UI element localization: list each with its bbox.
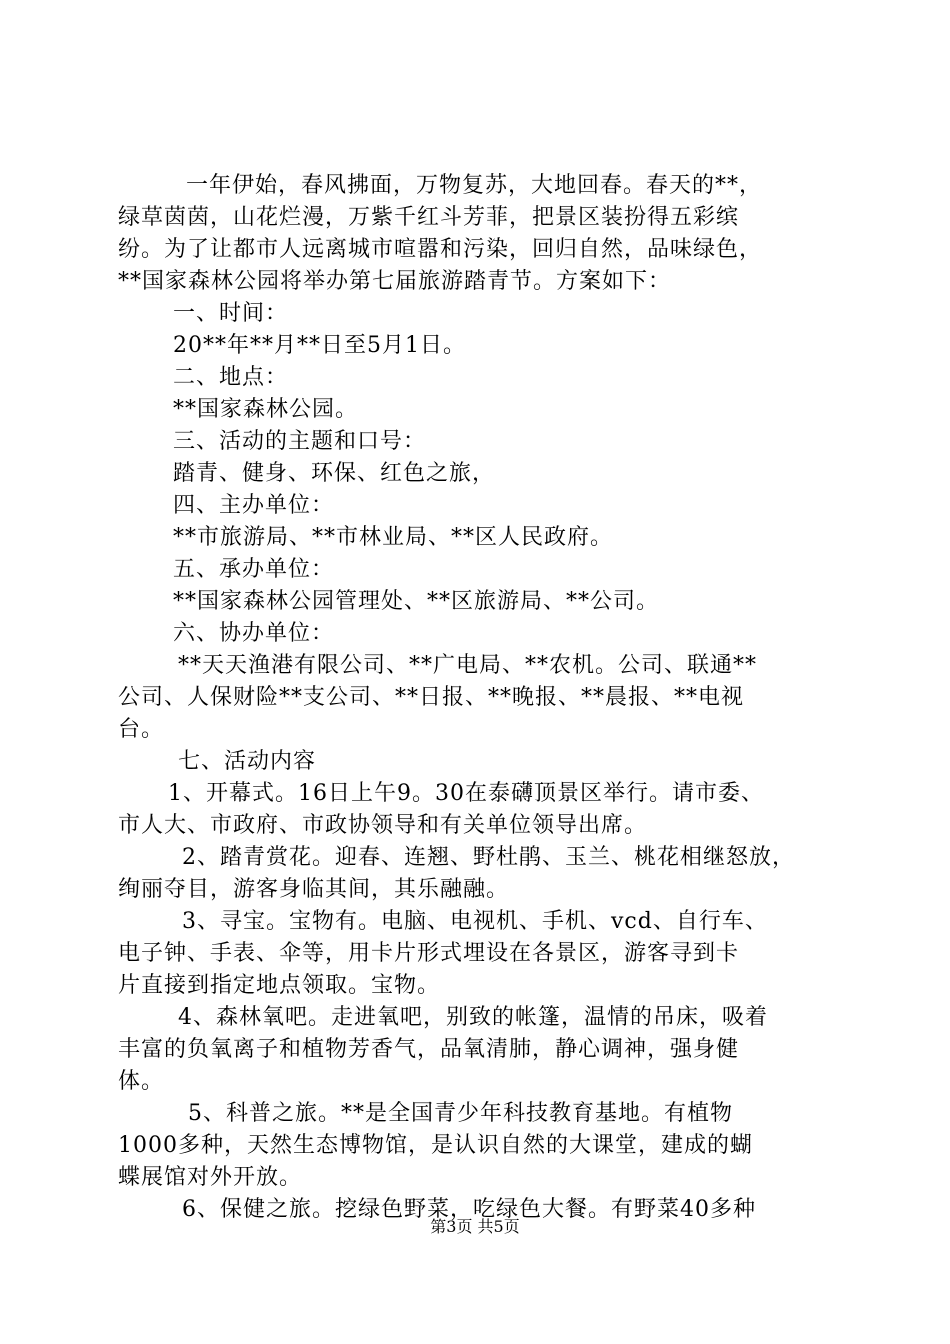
section-heading-theme: 三、活动的主题和口号： [173,429,427,454]
section-heading-host: 五、承办单位： [173,557,335,582]
section-body-time: 20**年**月**日至5月1日。 [173,333,466,358]
activity-item-line: 市人大、市政府、市政协领导和有关单位领导出席。 [118,813,648,838]
paragraph-intro-line: **国家森林公园将举办第七届旅游踏青节。方案如下： [118,269,672,294]
activity-item-line: 5、科普之旅。**是全国青少年科技教育基地。有植物 [188,1101,733,1126]
page-number-footer: 第3页 共5页 [430,1217,520,1236]
activity-item-line: 电子钟、手表、伞等，用卡片形式埋设在各景区，游客寻到卡 [118,941,740,966]
activity-item-line: 蝶展馆对外开放。 [118,1165,303,1190]
section-body-theme: 踏青、健身、环保、红色之旅， [173,461,496,486]
activity-item-line: 4、森林氧吧。走进氧吧，别致的帐篷，温情的吊床，吸着 [178,1005,768,1030]
activity-item-line: 2、踏青赏花。迎春、连翘、野杜鹃、玉兰、桃花相继怒放， [182,845,795,870]
activity-item-line: 1000多种，天然生态博物馆，是认识自然的大课堂，建成的蝴 [118,1133,753,1158]
activity-item-line: 体。 [118,1069,165,1094]
activity-item-line: 绚丽夺目，游客身临其间，其乐融融。 [118,877,510,902]
activity-item-line: 片直接到指定地点领取。宝物。 [118,973,441,998]
paragraph-intro-line: 一年伊始，春风拂面，万物复苏，大地回春。春天的**， [186,173,763,198]
section-body-location: **国家森林公园。 [173,397,359,422]
document-body [118,170,838,1226]
section-body-coorganizer-line: **天天渔港有限公司、**广电局、**农机。公司、联通** [178,653,758,678]
activity-item-line: 1、开幕式。16日上午9。30在泰礴顶景区举行。请市委、 [168,781,764,806]
activity-item-line: 6、保健之旅。挖绿色野菜，吃绿色大餐。有野菜40多种 [182,1197,756,1222]
section-body-coorganizer-line: 公司、人保财险**支公司、**日报、**晚报、**晨报、**电视 [118,685,745,710]
section-body-host: **国家森林公园管理处、**区旅游局、**公司。 [173,589,660,614]
section-heading-location: 二、地点： [173,365,289,390]
section-heading-activities: 七、活动内容 [178,749,317,774]
section-heading-organizer: 四、主办单位： [173,493,335,518]
section-body-organizer: **市旅游局、**市林业局、**区人民政府。 [173,525,614,550]
section-heading-coorganizer: 六、协办单位： [173,621,335,646]
paragraph-intro-line: 纷。为了让都市人远离城市喧嚣和污染，回归自然，品味绿色， [118,237,763,262]
section-body-coorganizer-line: 台。 [118,717,165,742]
paragraph-intro-line: 绿草茵茵，山花烂漫，万紫千红斗芳菲，把景区装扮得五彩缤 [118,205,740,230]
activity-item-line: 3、寻宝。宝物有。电脑、电视机、手机、vcd、自行车、 [182,909,768,934]
activity-item-line: 丰富的负氧离子和植物芳香气，品氧清肺，静心调神，强身健 [118,1037,740,1062]
section-heading-time: 一、时间： [173,301,289,326]
